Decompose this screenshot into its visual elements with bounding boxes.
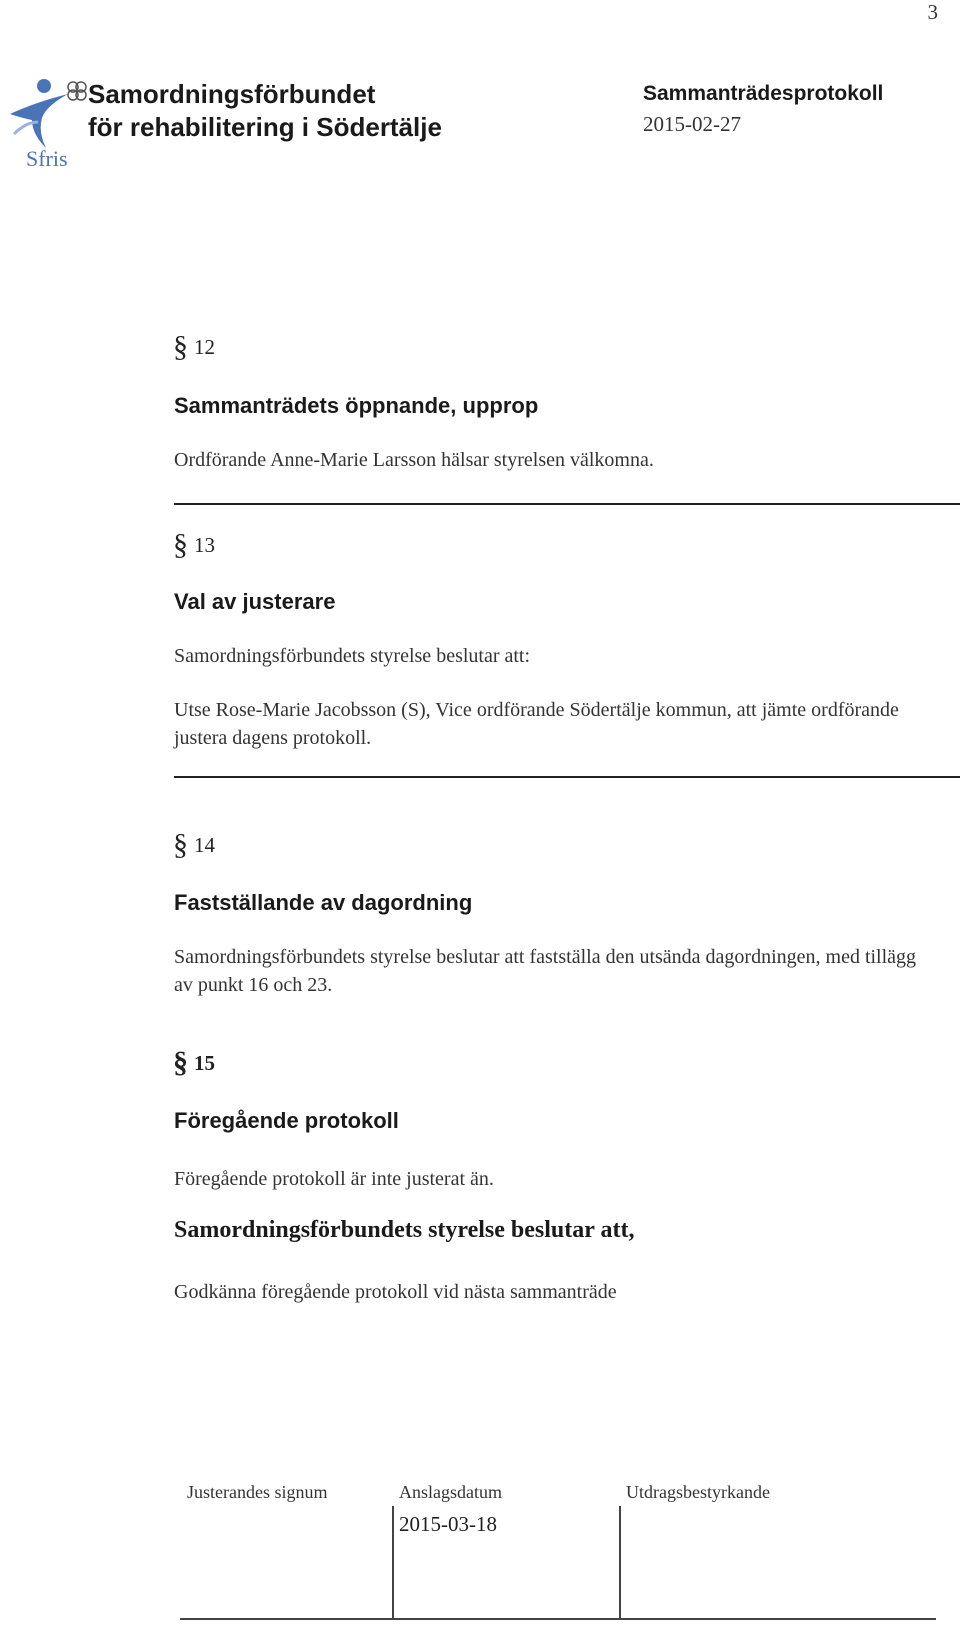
section-sign-icon: § (173, 528, 188, 561)
flower-icon (66, 80, 88, 102)
section-body: Ordförande Anne-Marie Larsson hälsar styrelsen välkomna. (174, 449, 654, 471)
decision-heading: Samordningsförbundets styrelse beslutar att, (174, 1217, 635, 1243)
section-subheading: Samordningsförbundets styrelse beslutar att: (174, 645, 531, 667)
document-type: Sammanträdesprotokoll (643, 82, 884, 105)
section-body: Utse Rose-Marie Jacobsson (S), Vice ordförande Södertälje kommun, att jämte ordförande justera dagens protokoll. (174, 699, 899, 749)
section-heading: Föregående protokoll (174, 1108, 399, 1133)
page-number: 3 (927, 0, 938, 24)
org-name-line2: för rehabilitering i Södertälje (88, 112, 442, 142)
section-body: Föregående protokoll är inte justerat än. (174, 1168, 494, 1190)
paragraph-number (173, 1046, 215, 1080)
section-heading: Sammanträdets öppnande, upprop (174, 393, 539, 418)
section-divider (174, 776, 960, 778)
footer-label-signum: Justerandes signum (187, 1482, 328, 1502)
decision-body: Godkänna föregående protokoll vid nästa sammanträde (174, 1281, 617, 1303)
footer-rule (180, 1618, 936, 1620)
organization-name (88, 78, 442, 144)
section-heading: Val av justerare (174, 589, 336, 614)
section-divider (174, 503, 960, 505)
org-name-line1: Samordningsförbundet (88, 79, 376, 109)
section-sign-icon: § (173, 828, 188, 861)
section-sign-icon: § (173, 330, 188, 363)
paragraph-number-value: 15 (194, 1051, 215, 1075)
paragraph-number (173, 528, 215, 562)
section-heading: Fastställande av dagordning (174, 890, 473, 915)
footer-label-anslagsdatum: Anslagsdatum (399, 1482, 502, 1502)
anslagsdatum-value: 2015-03-18 (399, 1512, 497, 1536)
paragraph-number (173, 330, 215, 364)
footer-label-utdragsbestyrkande: Utdragsbestyrkande (626, 1482, 770, 1502)
section-sign-icon: § (173, 1046, 188, 1079)
footer-divider (619, 1506, 621, 1620)
footer-divider (392, 1506, 394, 1620)
section-body: Samordningsförbundets styrelse beslutar att fastställa den utsända dagordningen, med tillägg av punkt 16 och 23. (174, 946, 917, 996)
document-date: 2015-02-27 (643, 112, 741, 136)
paragraph-number-value: 12 (194, 335, 215, 359)
paragraph-number-value: 14 (194, 833, 215, 857)
paragraph-number (173, 828, 215, 862)
paragraph-number-value: 13 (194, 533, 215, 557)
logo-wordmark: Sfris (26, 146, 68, 171)
